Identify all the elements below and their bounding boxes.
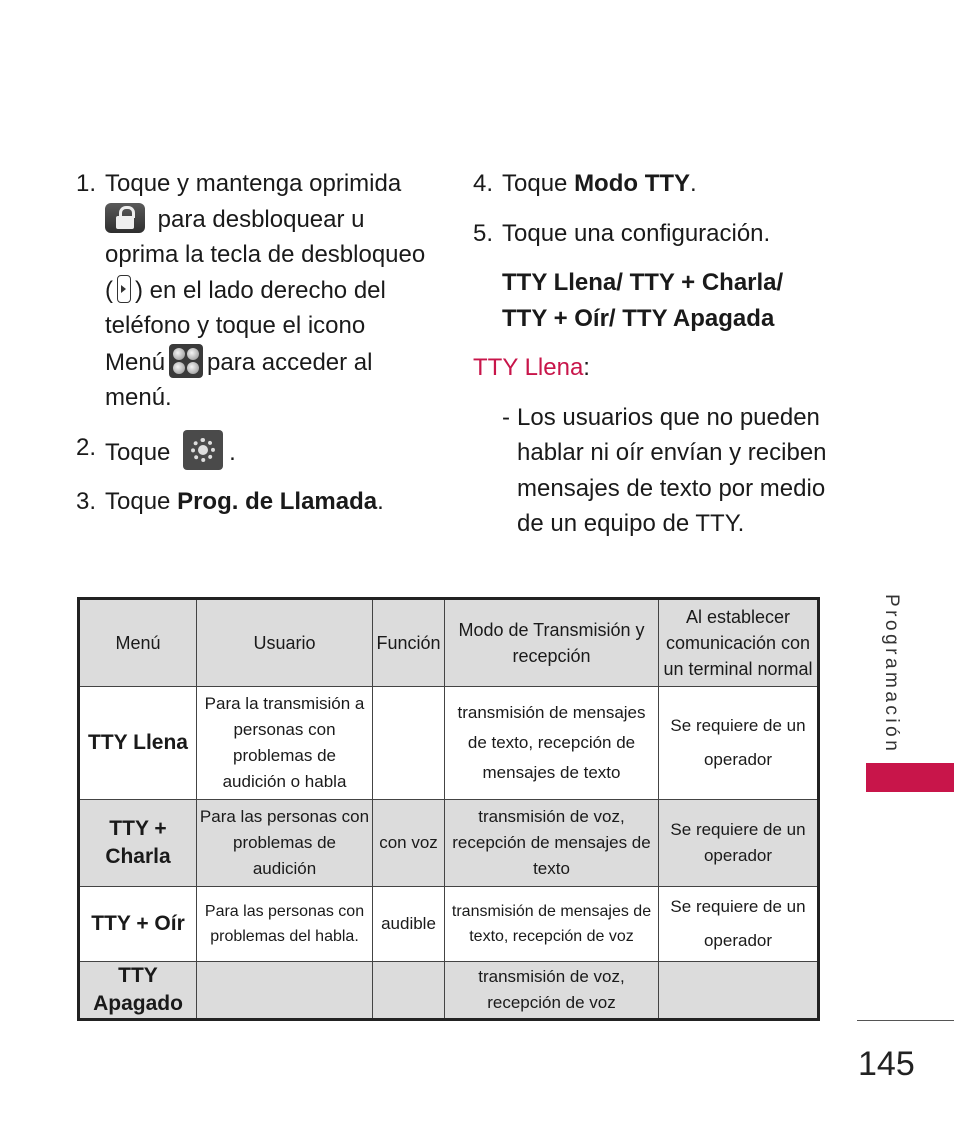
bullet-text: mensajes de texto por medio <box>517 474 826 502</box>
step-5 <box>473 216 833 252</box>
step-text: ) en el lado derecho del <box>135 276 386 304</box>
step-number: 5. <box>473 219 494 247</box>
options-line: TTY + Oír/ TTY Apagada <box>502 304 775 332</box>
step-text: . <box>229 438 236 466</box>
menu-cell: TTY + Charla <box>79 800 197 887</box>
section-color-tab <box>866 763 954 792</box>
step-text: Menú <box>105 348 166 376</box>
step-text: . <box>690 170 697 197</box>
funcion-cell <box>373 961 445 1019</box>
table-row <box>79 800 819 887</box>
tty-llena-label: TTY Llena <box>473 354 584 381</box>
page-number-divider <box>857 1020 954 1021</box>
modo-cell: transmisión de mensajes de texto, recepción de voz <box>445 887 659 962</box>
bullet-text: hablar ni oír envían y reciben <box>517 439 827 466</box>
table-row <box>79 887 819 962</box>
step-3 <box>76 484 436 520</box>
step-2 <box>76 430 436 471</box>
step-text: Toque <box>105 488 171 515</box>
colon: : <box>583 354 590 381</box>
page-number: 145 <box>858 1045 915 1083</box>
step-text: para desbloquear u <box>157 205 365 233</box>
usuario-cell: Para las personas con problemas de audición <box>197 800 373 887</box>
header-al-establecer: Al establecer comunicación con un terminal normal <box>659 599 819 687</box>
step-1 <box>76 166 436 416</box>
highlight-heading <box>473 350 833 386</box>
menu-icon <box>169 344 203 378</box>
header-menu: Menú <box>79 599 197 687</box>
header-modo: Modo de Transmisión y recepción <box>445 599 659 687</box>
lock-icon <box>105 203 145 233</box>
menu-cell: TTY + Oír <box>79 887 197 962</box>
step-text: . <box>377 488 384 515</box>
modo-cell: transmisión de mensajes de texto, recepción de mensajes de texto <box>445 686 659 800</box>
step-text: Toque y mantenga oprimida <box>105 170 402 197</box>
header-funcion: Función <box>373 599 445 687</box>
side-unlock-key-icon <box>117 275 131 303</box>
al-establecer-cell: Se requiere de un operador <box>659 887 819 962</box>
step-text: oprima la tecla de desbloqueo <box>105 241 426 268</box>
step-bold-text: Modo TTY <box>574 170 691 197</box>
table-row <box>79 686 819 800</box>
step-number: 4. <box>473 170 494 197</box>
funcion-cell: con voz <box>373 800 445 887</box>
step-4 <box>473 166 833 202</box>
options-line: TTY Llena/ TTY + Charla/ <box>502 269 784 296</box>
usuario-cell <box>197 961 373 1019</box>
modo-cell: transmisión de voz, recepción de voz <box>445 961 659 1019</box>
table-row <box>79 961 819 1019</box>
menu-cell: TTY Apagado <box>79 961 197 1019</box>
step-number: 2. <box>76 433 97 461</box>
step-number: 3. <box>76 488 97 515</box>
instructions-left-column <box>76 166 436 520</box>
usuario-cell: Para las personas con problemas del habla. <box>197 887 373 962</box>
step-bold-text: Prog. de Llamada <box>177 488 378 515</box>
funcion-cell: audible <box>373 887 445 962</box>
step-text: para acceder al <box>207 348 373 376</box>
bullet-text: Los usuarios que no pueden <box>517 403 820 431</box>
step-text: menú. <box>105 384 172 411</box>
section-side-label: Programación <box>881 594 902 755</box>
header-usuario: Usuario <box>197 599 373 687</box>
tty-modes-table <box>77 597 820 1021</box>
bullet-text: de un equipo de TTY. <box>517 510 745 537</box>
step-text: Toque <box>502 170 568 197</box>
tty-options <box>473 265 833 336</box>
step-text: Toque <box>105 438 171 466</box>
bullet-description <box>473 400 833 542</box>
table-header-row <box>79 599 819 687</box>
modo-cell: transmisión de voz, recepción de mensajes de texto <box>445 800 659 887</box>
step-number: 1. <box>76 170 97 197</box>
funcion-cell <box>373 686 445 800</box>
al-establecer-cell: Se requiere de un operador <box>659 800 819 887</box>
menu-cell: TTY Llena <box>79 686 197 800</box>
step-text: teléfono y toque el icono <box>105 312 366 339</box>
instructions-right-column <box>473 166 833 542</box>
bullet-dash: - <box>502 403 510 431</box>
usuario-cell: Para la transmisión a personas con problemas de audición o habla <box>197 686 373 800</box>
al-establecer-cell <box>659 961 819 1019</box>
step-text: Toque una configuración. <box>502 219 771 247</box>
al-establecer-cell: Se requiere de un operador <box>659 686 819 800</box>
step-text: ( <box>105 276 113 304</box>
gear-icon <box>183 430 223 470</box>
